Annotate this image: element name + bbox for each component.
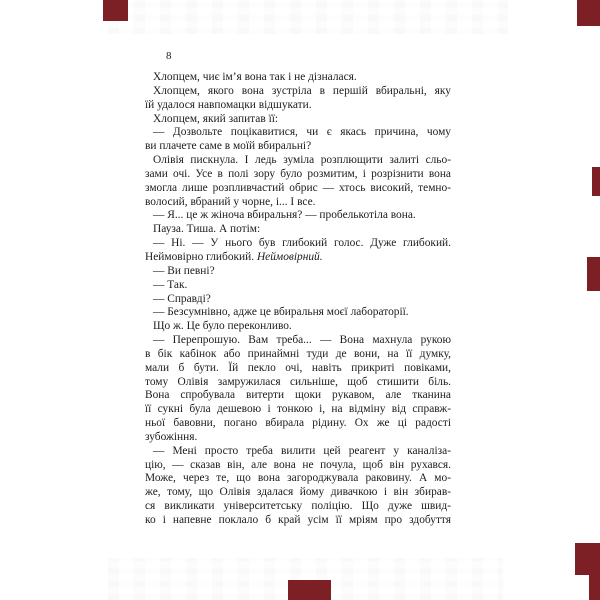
text-line: — Я... це ж жіноча вбиральня? — пробелькотіла вона. xyxy=(153,209,416,222)
text-line: зубожіння. xyxy=(145,430,198,443)
text-line: Що ж. Це було переконливо. xyxy=(153,320,292,333)
text-line: — Справді? xyxy=(153,292,211,305)
text-line: її сукні була дешевою і тонкою і, на відміну від справж- xyxy=(145,403,451,416)
text-line: ньої бавовни, погано вбирала рідину. Ох же ці радості xyxy=(145,417,451,430)
text-line: їй удалося навпомацки відшукати. xyxy=(145,98,312,111)
text-line: ся викликати університетську поліцію. Що дуже швид- xyxy=(145,500,451,513)
text-line: — Мені просто треба вилити цей реагент у каналіза- xyxy=(153,444,451,457)
text-line: мали б бути. Їй пекло очі, навіть прикриті повіками, xyxy=(145,361,451,374)
text-line: ви плачете саме в моїй вбиральні? xyxy=(145,140,312,153)
edge-mark-right-upper xyxy=(592,167,600,196)
text-line xyxy=(145,251,451,265)
text-line: — Так. xyxy=(153,278,188,291)
text-line: тому Олівія замружилася сильніше, щоб стишити біль. xyxy=(145,375,451,388)
text-line: цію, — сказав він, але вона не почула, щоб він рухався. xyxy=(145,458,451,471)
text-line-normal: Неймовірно глибокий. xyxy=(145,250,257,263)
text-line: Хлопцем, якого вона зустріла в першій вбиральні, яку xyxy=(153,84,451,97)
edge-mark-right-mid xyxy=(587,257,600,291)
text-line: — Безсумнівно, адже це вбиральня моєї лабораторії. xyxy=(153,306,409,319)
text-line: в бік кабінок або принаймні туди де вони, на її думку, xyxy=(145,347,451,360)
edge-mark-bottom-corner xyxy=(589,575,600,600)
text-line: зами очі. Усе в полі зору було розмитим, і розрізнити вона xyxy=(145,167,451,180)
text-line: — Ні. — У нього був глибокий голос. Дуже глибокий. xyxy=(153,237,451,250)
text-line: Пауза. Тиша. А потім: xyxy=(153,223,261,236)
text-line: ко і напевне поклало б край усім її мріям про здобуття xyxy=(145,514,451,526)
text-line: Хлопцем, який запитав її: xyxy=(153,112,279,125)
scan-noise-top xyxy=(108,0,508,34)
edge-mark-bottom-right xyxy=(575,543,600,575)
edge-mark-top-right xyxy=(577,0,600,26)
text-line: — Ви певні? xyxy=(153,264,215,277)
text-line: — Перепрошую. Вам треба... — Вона махнула рукою xyxy=(153,334,451,347)
page-text xyxy=(145,71,451,528)
text-line: Може, через те, що вона загороджувала раковину. А мо- xyxy=(145,472,451,485)
edge-mark-bottom-center xyxy=(288,580,331,600)
text-line: — Дозвольте поцікавитися, чи є якась причина, чому xyxy=(153,126,451,139)
text-line-italic: Неймовірний. xyxy=(256,250,323,263)
text-line: змогла лише розпливчастий обрис — хтось високий, темно- xyxy=(145,181,451,194)
page-number: 8 xyxy=(166,50,172,62)
text-line: Вона спробувала витерти щоки рукавом, але тканина xyxy=(145,389,451,402)
text-line: Хлопцем, чиє ім’я вона так і не дізналася. xyxy=(153,71,357,83)
edge-mark-top-left xyxy=(103,0,128,21)
text-line: же, тому, що Олівія здалася йому дивачкою і він збирав- xyxy=(145,486,451,499)
text-line: волосий, вбраний у чорне, і... І все. xyxy=(145,195,316,208)
text-line: Олівія пискнула. І ледь зуміла розплющити залиті сльо- xyxy=(153,154,451,167)
